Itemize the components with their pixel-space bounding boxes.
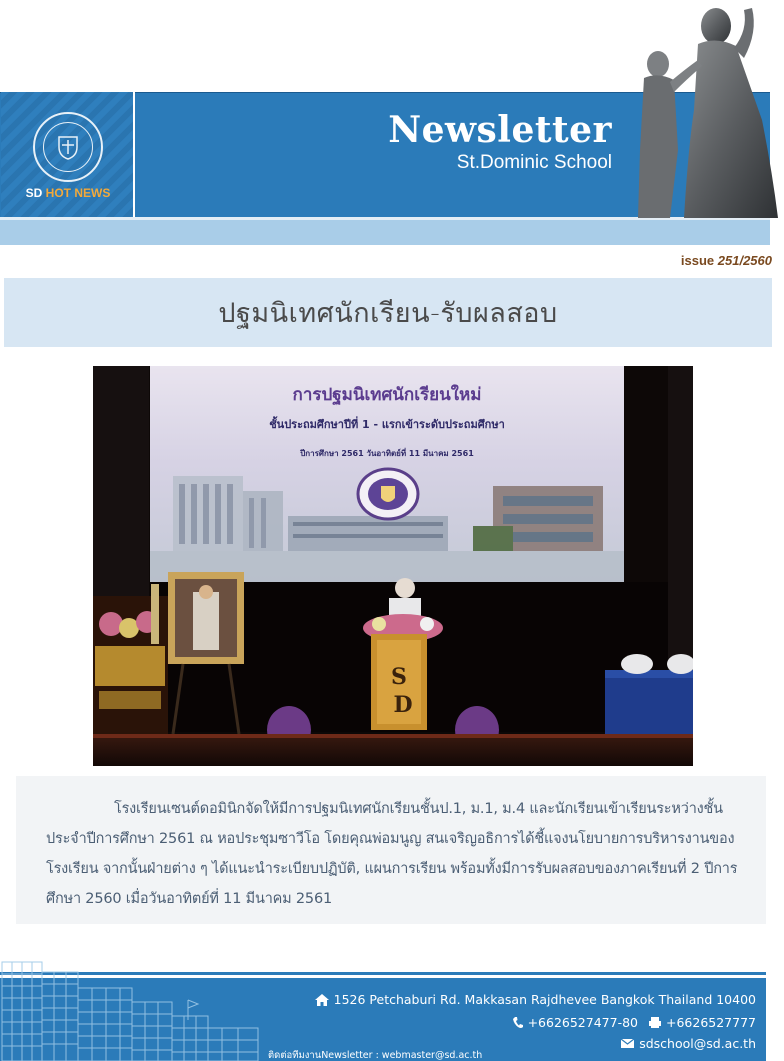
screen-subtitle: ชั้นประถมศึกษาปีที่ 1 - แรกเข้าระดับประถมศึกษา [269,418,505,431]
title-block [388,110,612,174]
badge-hot-news-text: HOT NEWS [45,186,111,200]
issue-value: 251/2560 [717,253,772,268]
footer-email [621,1036,756,1051]
footer-phone-fax [513,1015,756,1030]
footer-address [315,992,756,1007]
newsletter-footer [0,958,784,1061]
address-text: 1526 Petchaburi Rd. Makkasan Rajdhevee Bangkok Thailand 10400 [333,992,756,1007]
header-under-band [0,217,770,245]
school-name: St.Dominic School [456,152,612,173]
podium-d-letter: D [393,692,413,718]
screen-date: ปีการศึกษา 2561 วันอาทิตย์ที่ 11 มีนาคม 2561 [300,449,474,458]
article-title: ปฐมนิเทศนักเรียน-รับผลสอบ [4,278,772,347]
newsletter-title: Newsletter [388,109,612,151]
badge-sd-text: SD [25,186,43,200]
event-photo[interactable] [93,366,693,766]
fax-text[interactable]: +6626527777 [665,1015,756,1030]
article-body-box [16,776,766,924]
statue-image [612,0,784,218]
mail-icon [621,1039,634,1048]
phone-icon [513,1017,523,1029]
screen-title: การปฐมนิเทศนักเรียนใหม่ [292,385,482,405]
hot-news-label [1,186,135,200]
issue-number [681,253,772,268]
issue-label: issue [680,253,715,268]
phone-text[interactable]: +6626527477-80 [527,1015,638,1030]
school-building-illustration [0,958,340,1061]
fax-icon [649,1017,661,1028]
school-seal-icon [33,112,103,182]
article-body: โรงเรียนเซนต์ดอมินิกจัดให้มีการปฐมนิเทศนักเรียนชั้นป.1, ม.1, ม.4 และนักเรียนเข้าเรียนระหว่างชั้นประจำปีการศึกษา 2561 ณ หอประชุมซาวีโอ โดยคุณพ่อมนูญ สนเจริญอธิการได้ชี้แจงนโยบายการบริหารงานของโรงเรียน จากนั้นฝ่ายต่าง ๆ ได้แนะนำระเบียบปฏิบัติ, แผนการเรียน พร้อมทั้งมีการรับผลสอบของภาคเรียนที่ 2 ปีการศึกษา 2560 เมื่อวันอาทิตย์ที่ 11 มีนาคม 2561 [46,801,738,907]
podium-s-letter: S [391,664,407,690]
home-icon [315,994,329,1006]
hot-news-badge[interactable] [1,92,135,217]
email-link[interactable]: sdschool@sd.ac.th [639,1036,756,1051]
footer-contact-webmaster[interactable]: ติดต่อทีมงานNewsletter : webmaster@sd.ac.th [268,1050,483,1061]
